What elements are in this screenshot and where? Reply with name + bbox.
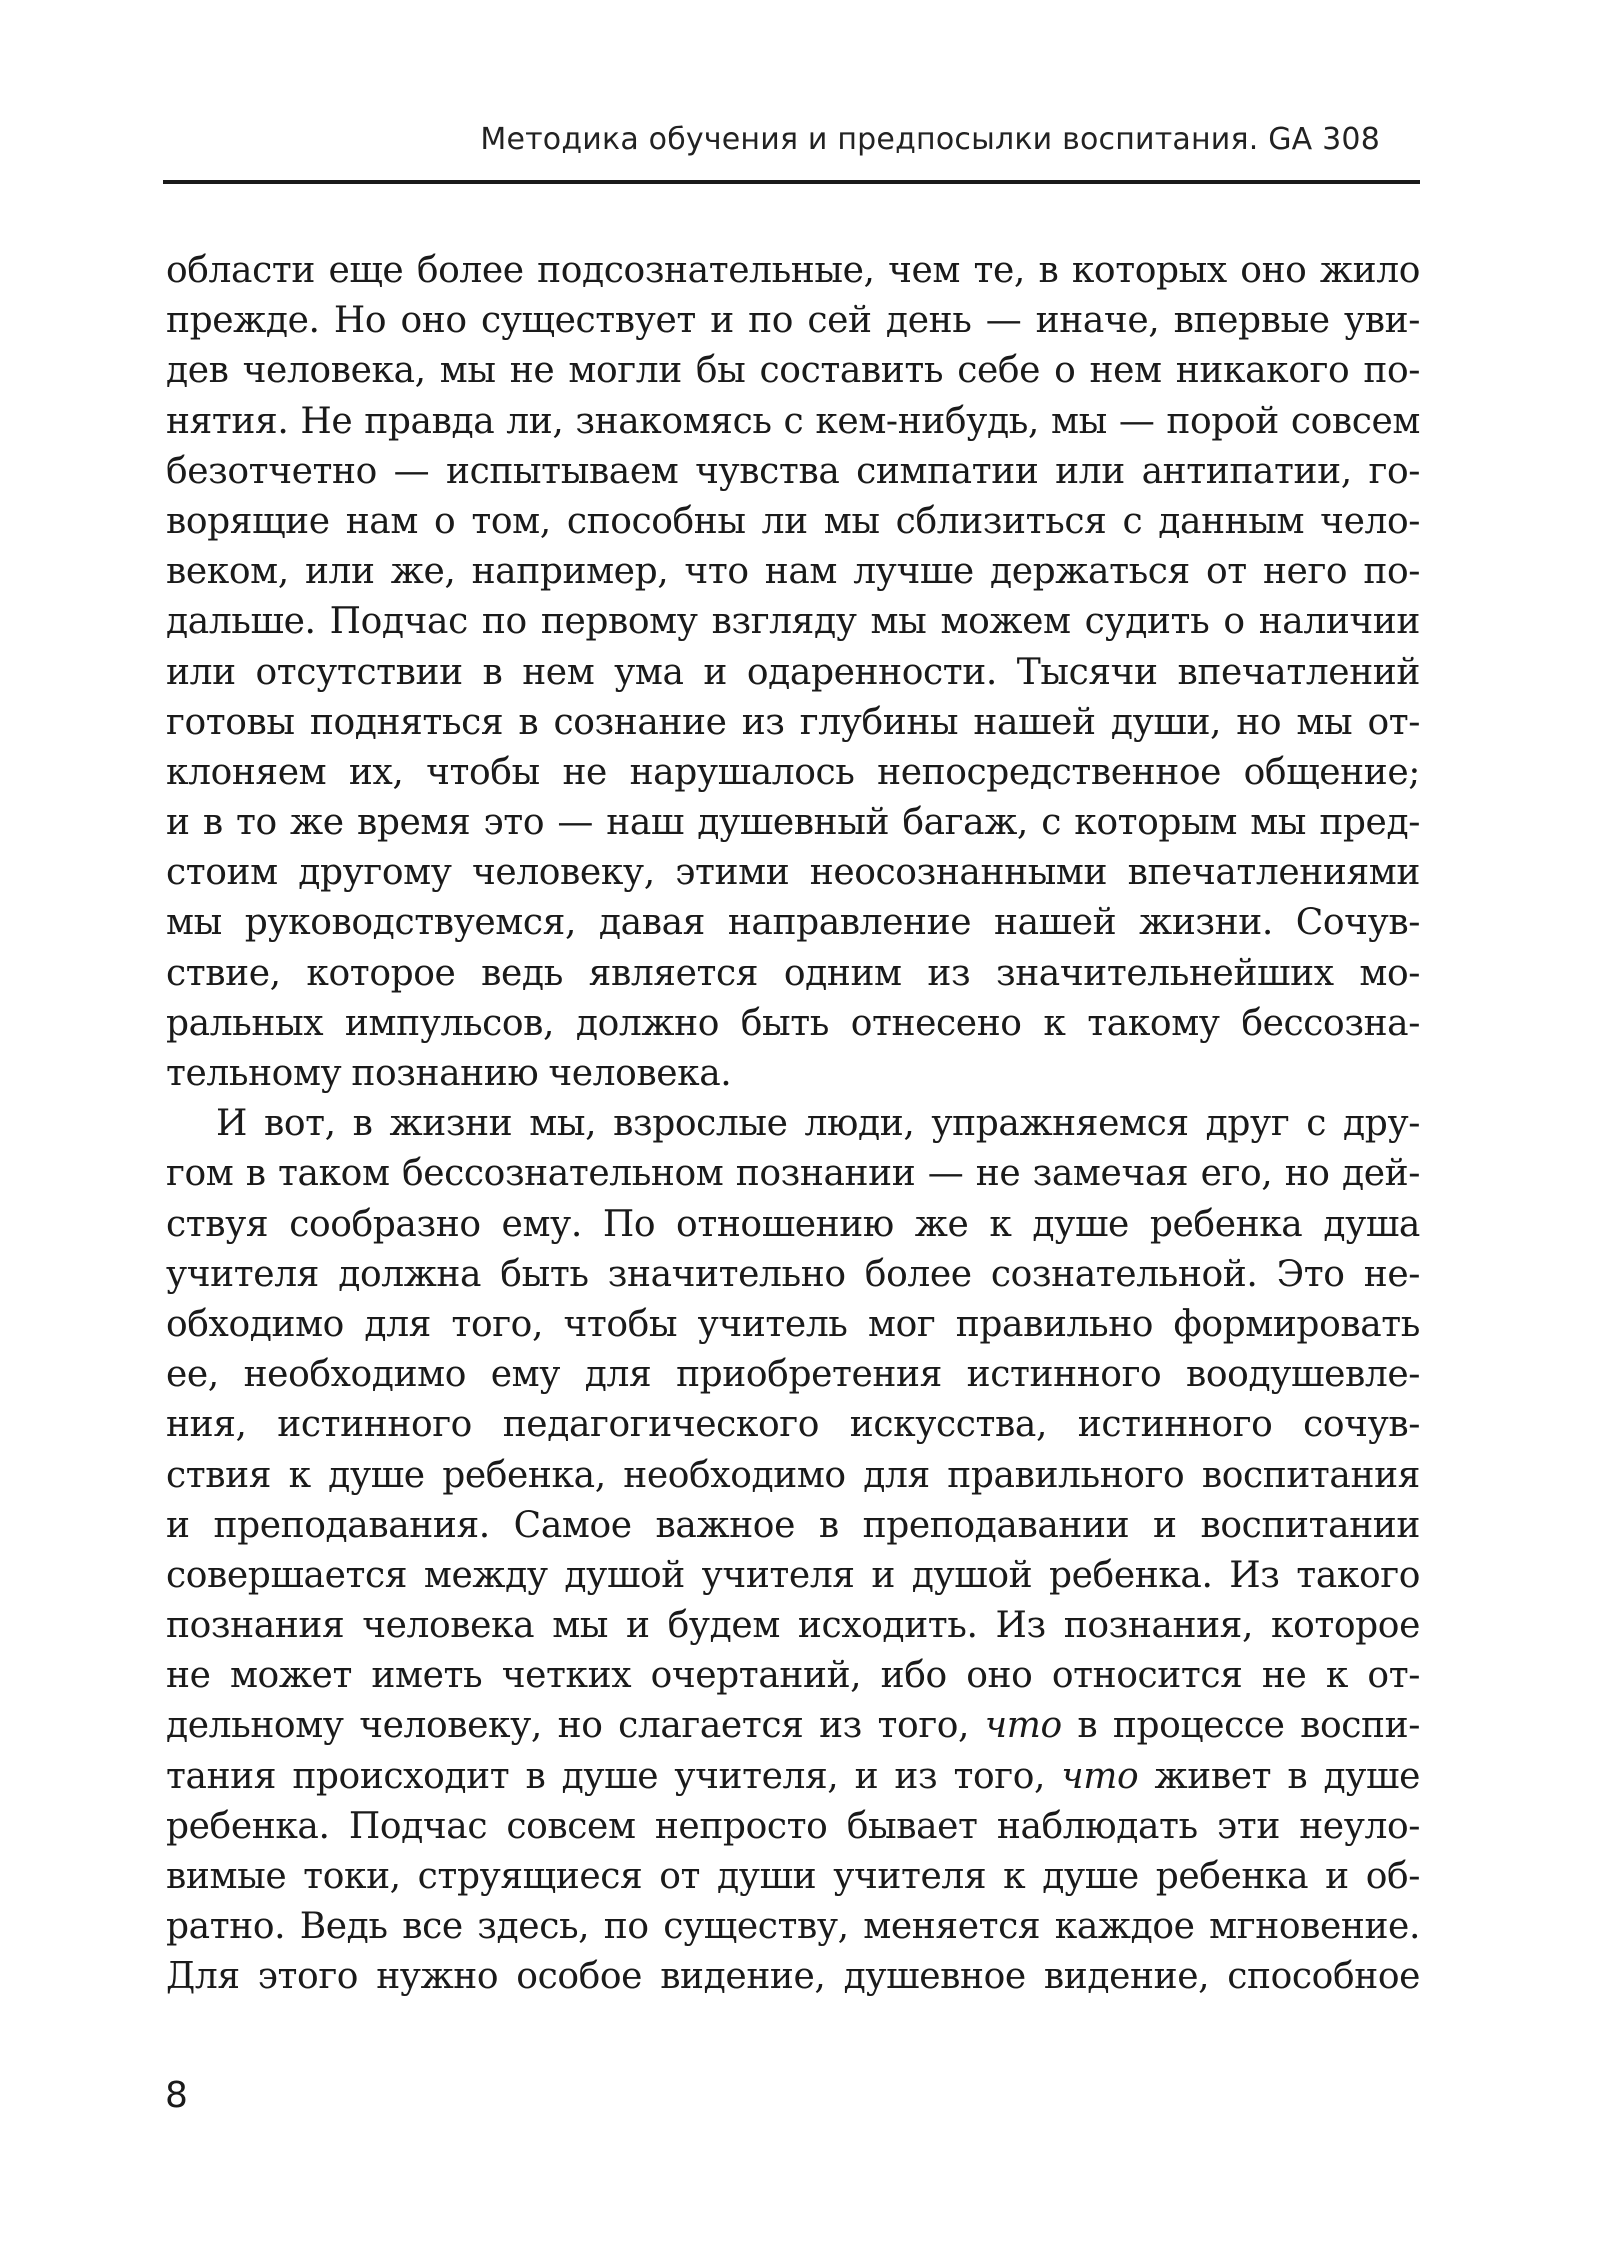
text-line: дальше. Подчас по первому взгляду мы можем судить о наличии <box>166 601 1420 643</box>
text-line: гом в таком бессознательном познании — не замечая его, но дей- <box>166 1153 1420 1195</box>
running-header: Методика обучения и предпосылки воспитания. GA 308 <box>480 122 1380 157</box>
text-line: дев человека, мы не могли бы составить себе о нем никакого по- <box>166 350 1420 392</box>
text-line: Для этого нужно особое видение, душевное видение, способное <box>166 1956 1420 1998</box>
text-line: обходимо для того, чтобы учитель мог правильно формировать <box>166 1303 1420 1345</box>
text-line: ствуя сообразно ему. По отношению же к душе ребенка душа <box>166 1203 1420 1245</box>
text-line: ствия к душе ребенка, необходимо для правильного воспитания <box>166 1454 1420 1496</box>
text-line: совершается между душой учителя и душой ребенка. Из такого <box>166 1554 1420 1596</box>
text-line: учителя должна быть значительно более сознательной. Это не- <box>166 1253 1420 1295</box>
text-line: ратно. Ведь все здесь, по существу, меняется каждое мгновение. <box>166 1906 1420 1948</box>
text-line: безотчетно — испытываем чувства симпатии или антипатии, го- <box>166 450 1420 492</box>
emphasis-word: что <box>984 1705 1062 1747</box>
text-line: И вот, в жизни мы, взрослые люди, упражняемся друг с дру- <box>216 1103 1420 1145</box>
text-line: области еще более подсознательные, чем те, в которых оно жило <box>166 250 1420 291</box>
emphasis-word: что <box>1061 1755 1139 1797</box>
text-line-with-emphasis <box>166 1752 1420 1802</box>
text-line: ее, необходимо ему для приобретения истинного воодушевле- <box>166 1354 1420 1396</box>
text-line: стоим другому человеку, этими неосознанными впечатлениями <box>166 852 1420 894</box>
page-number: 8 <box>165 2075 188 2116</box>
text-line-with-emphasis <box>166 1701 1420 1751</box>
text-line: или отсутствии в нем ума и одаренности. Тысячи впечатлений <box>166 651 1420 693</box>
line-head: тания происходит в душе учителя, и из того, <box>166 1755 1062 1797</box>
text-line: нятия. Не правда ли, знакомясь с кем-нибудь, мы — порой совсем <box>166 400 1420 442</box>
line-head: дельному человеку, но слагается из того, <box>166 1705 985 1747</box>
text-line: вимые токи, струящиеся от души учителя к душе ребенка и об- <box>166 1856 1420 1897</box>
text-line: ворящие нам о том, способны ли мы сблизиться с данным чело- <box>166 500 1420 542</box>
line-tail: живет в душе <box>1138 1755 1421 1797</box>
text-line: тельному познанию человека. <box>166 1053 732 1094</box>
text-line: мы руководствуемся, давая направление нашей жизни. Сочув- <box>166 902 1420 944</box>
text-line: познания человека мы и будем исходить. Из познания, которое <box>166 1605 1420 1647</box>
text-line: и преподавания. Самое важное в преподавании и воспитании <box>166 1504 1420 1546</box>
text-line: ральных импульсов, должно быть отнесено к такому бессозна- <box>166 1002 1420 1044</box>
header-rule <box>163 180 1420 184</box>
text-line: ребенка. Подчас совсем непросто бывает наблюдать эти неуло- <box>166 1805 1420 1847</box>
text-line: прежде. Но оно существует и по сей день — иначе, впервые уви- <box>166 300 1420 342</box>
body-text <box>166 246 1420 2003</box>
text-line: ния, истинного педагогического искусства, истинного сочув- <box>166 1404 1420 1446</box>
text-line: готовы подняться в сознание из глубины нашей души, но мы от- <box>166 701 1420 743</box>
text-line: веком, или же, например, что нам лучше держаться от него по- <box>166 551 1420 593</box>
text-line: не может иметь четких очертаний, ибо оно относится не к от- <box>166 1655 1420 1697</box>
text-line: клоняем их, чтобы не нарушалось непосредственное общение; <box>166 751 1420 793</box>
line-tail: в процессе воспи- <box>1061 1705 1420 1747</box>
text-line: ствие, которое ведь является одним из значительнейших мо- <box>166 952 1420 994</box>
text-line: и в то же время это — наш душевный багаж, с которым мы пред- <box>166 802 1420 844</box>
